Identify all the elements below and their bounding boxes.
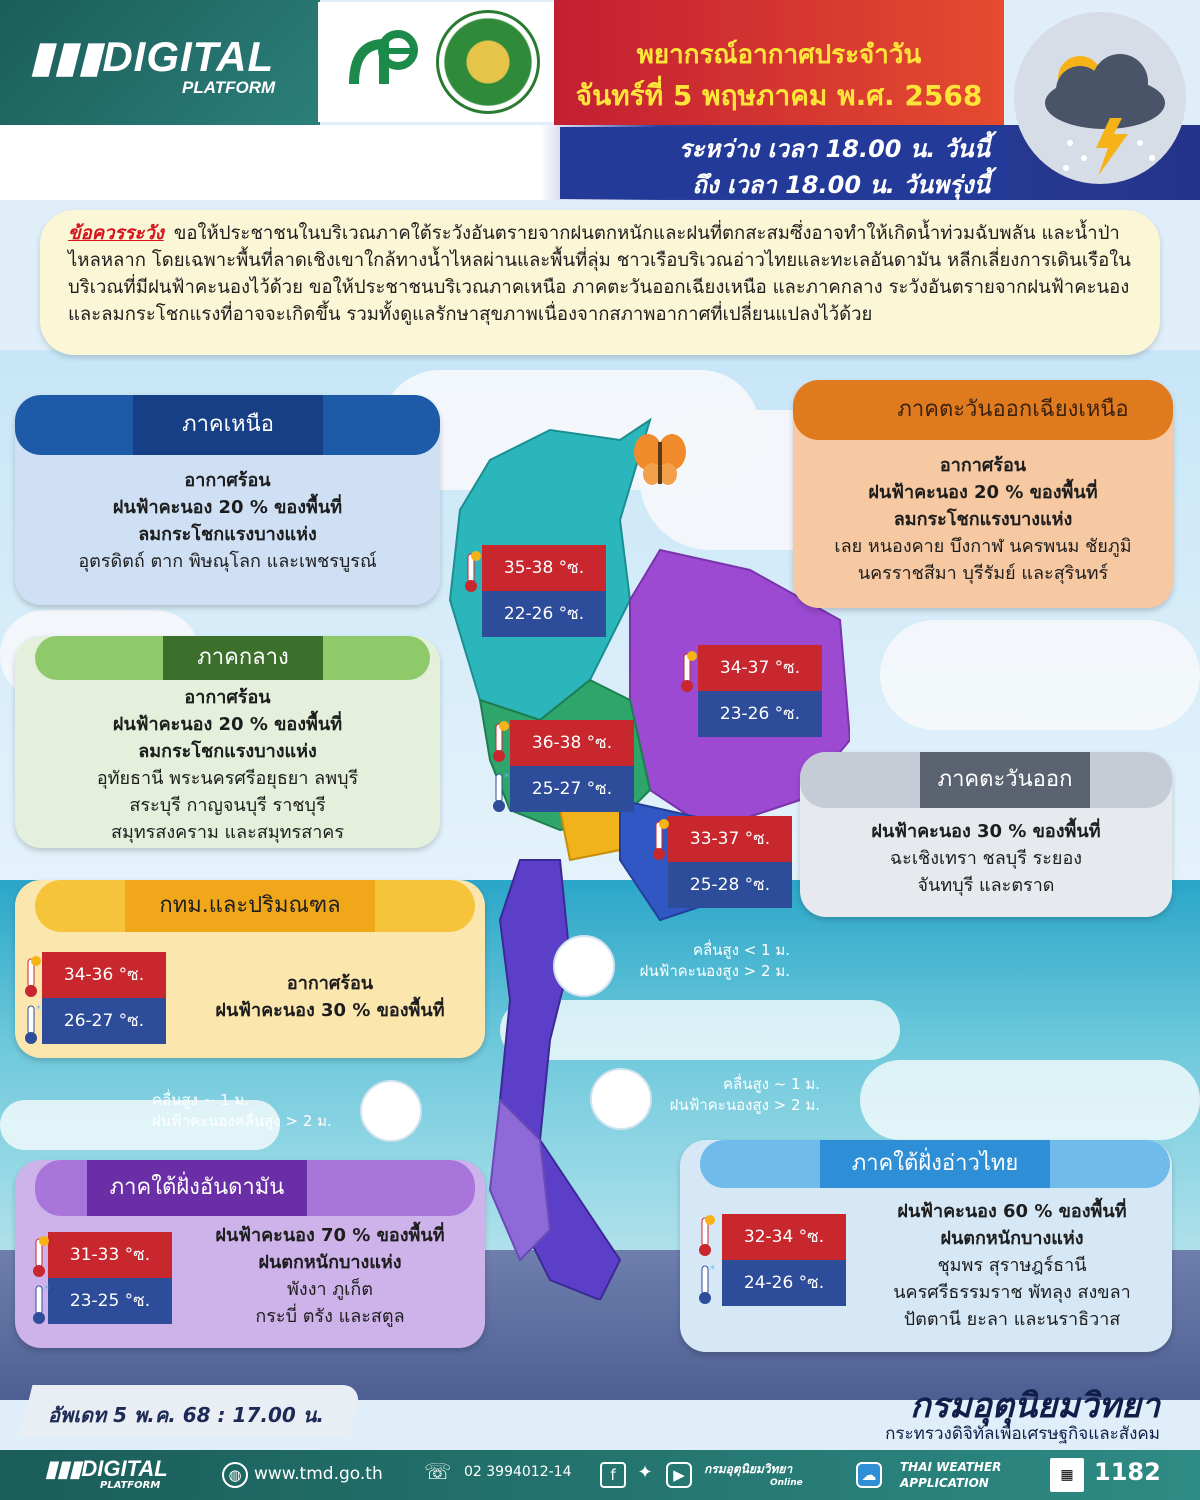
forecast-date: จันทร์ที่ 5 พฤษภาคม พ.ศ. 2568 [575, 79, 983, 112]
boat-icon [360, 1080, 422, 1142]
footer-logo-text: DIGITAL [81, 1456, 168, 1481]
wave-gulf-upper-2: ฝนฟ้าคะนองสูง > 2 ม. [639, 962, 790, 980]
agency-logos [318, 2, 554, 122]
central-line1: อากาศร้อน [184, 687, 271, 708]
region-name-bangkok: กทม.และปริมณฑล [125, 880, 375, 932]
mdes-logo-icon [334, 14, 426, 106]
east-line1: ฝนฟ้าคะนอง 30 % ของพื้นที่ [871, 821, 1101, 842]
region-body-bangkok [185, 970, 475, 1024]
region-name-northeast: ภาคตะวันออกเฉียงเหนือ [897, 397, 1129, 422]
thermometer-cold-icon [28, 1282, 50, 1326]
title-panel [554, 0, 1004, 125]
region-body-south-east [862, 1198, 1162, 1333]
tmd-seal-icon [436, 10, 540, 114]
south-east-line1: ฝนฟ้าคะนอง 60 % ของพื้นที่ [897, 1201, 1127, 1222]
central-areas3: สมุทรสงคราม และสมุทรสาคร [110, 822, 345, 843]
footer-logo-sub: PLATFORM [100, 1480, 161, 1491]
thermometer-hot-icon [694, 1214, 716, 1258]
youtube-icon[interactable]: ▶ [666, 1462, 692, 1488]
north-line3: ลมกระโชกแรงบางแห่ง [138, 524, 317, 545]
phone-number[interactable]: 02 3994012-14 [464, 1464, 572, 1480]
region-card-north [15, 395, 440, 605]
northeast-line2: ฝนฟ้าคะนอง 20 % ของพื้นที่ [868, 482, 1098, 503]
region-name-south-west: ภาคใต้ฝั่งอันดามัน [87, 1160, 307, 1216]
temp-high-north: 35-38 °ซ. [482, 545, 606, 591]
region-name-south-east: ภาคใต้ฝั่งอ่าวไทย [820, 1140, 1050, 1188]
central-areas2: สระบุรี กาญจนบุรี ราชบุรี [129, 795, 326, 816]
south-west-line2: ฝนตกหนักบางแห่ง [258, 1252, 402, 1273]
thermometer-hot-icon [460, 550, 482, 594]
qr-code-icon[interactable]: ▦ [1050, 1458, 1084, 1492]
region-body-northeast [803, 452, 1163, 587]
digital-platform-logo [30, 32, 274, 81]
south-west-areas1: พังงา ภูเก็ต [287, 1279, 373, 1300]
thermometer-hot-icon [488, 720, 510, 764]
warning-label: ข้อควรระวัง [68, 223, 164, 244]
header-logo-panel [0, 0, 320, 125]
logo-bars-icon: ▮▮▮ [30, 33, 103, 80]
time-to: ถึง เวลา 18.00 น. วันพรุ่งนี้ [692, 171, 990, 199]
region-name-central: ภาคกลาง [163, 636, 323, 680]
east-areas2: จันทบุรี และตราด [917, 875, 1055, 896]
butterfly-icon [630, 430, 690, 490]
phone-icon: ☏ [424, 1460, 452, 1485]
temp-central [510, 720, 634, 812]
time-from: ระหว่าง เวลา 18.00 น. วันนี้ [678, 135, 990, 163]
logo-text-sub: PLATFORM [182, 78, 276, 97]
thermometer-cold-icon [20, 1002, 42, 1046]
thermometer-hot-icon [20, 955, 42, 999]
south-east-areas3: ปัตตานี ยะลา และนราธิวาส [903, 1309, 1121, 1330]
region-card-northeast [793, 380, 1173, 608]
east-areas1: ฉะเชิงเทรา ชลบุรี ระยอง [889, 848, 1083, 869]
wave-gulf-lower-2: ฝนฟ้าคะนองสูง > 2 ม. [669, 1096, 820, 1114]
temp-low-bangkok: 26-27 °ซ. [42, 998, 166, 1044]
temp-high-south-west: 31-33 °ซ. [48, 1232, 172, 1278]
wave-gulf-upper-1: คลื่นสูง < 1 ม. [692, 941, 790, 959]
temp-low-south-west: 23-25 °ซ. [48, 1278, 172, 1324]
social-sub: Online [770, 1478, 803, 1488]
department-name: กรมอุตุนิยมวิทยา [910, 1386, 1160, 1426]
north-line2: ฝนฟ้าคะนอง 20 % ของพื้นที่ [112, 497, 343, 518]
svg-text:*: * [44, 1284, 49, 1295]
south-east-areas1: ชุมพร สุราษฎร์ธานี [937, 1255, 1087, 1276]
region-body-north [25, 467, 430, 575]
temp-low-north: 22-26 °ซ. [482, 591, 606, 637]
svg-text:*: * [504, 772, 509, 783]
foam-decoration [860, 1060, 1200, 1140]
facebook-icon[interactable]: f [600, 1462, 626, 1488]
warning-text: ขอให้ประชาชนในบริเวณภาคใต้ระวังอันตรายจากฝนตกหนักและฝนที่ตกสะสมซึ่งอาจทำให้เกิดน้ำท่วมฉับพลัน และน้ำป่าไหลหลาก โดยเฉพาะพื้นที่ลาดเชิงเขาใกล้ทางน้ำไหลผ่านและพื้นที่ลุ่ม ชาวเรือบริเวณอ่าวไทยและทะเลอันดามัน หลีกเลี่ยงการเดินเรือในบริเวณที่มีฝนฟ้าคะนองไว้ด้วย ขอให้ประชาชนบริเวณภาคเหนือ ภาคตะวันออกเฉียงเหนือ และภาคกลาง ระวังอันตรายจากฝนฟ้าคะนองและลมกระโชกแรงที่อาจจะเกิดขึ้น รวมทั้งดูแลรักษาสุขภาพเนื่องจากสภาพอากาศที่เปลี่ยนแปลงไว้ด้วย [68, 223, 1131, 325]
region-body-central [25, 684, 430, 846]
cloud-rain-thunder-icon [1010, 8, 1190, 193]
temp-low-south-east: 24-26 °ซ. [722, 1260, 846, 1306]
globe-icon: ◍ [222, 1462, 248, 1488]
temp-low-east: 25-28 °ซ. [668, 862, 792, 908]
footer-logo [45, 1456, 168, 1482]
twitter-icon[interactable]: ✦ [637, 1462, 653, 1483]
temp-high-central: 36-38 °ซ. [510, 720, 634, 766]
warning-box [40, 210, 1160, 355]
wave-gulf-lower-1: คลื่นสูง ~ 1 ม. [722, 1075, 820, 1093]
thermometer-hot-icon [648, 818, 670, 862]
temp-south-west [48, 1232, 172, 1324]
logo-text-main: DIGITAL [102, 33, 275, 80]
north-areas: อุตรดิตถ์ ตาก พิษณุโลก และเพชรบูรณ์ [78, 551, 377, 572]
wave-andaman-1: คลื่นสูง ~ 1 ม. [152, 1091, 250, 1109]
update-time: อัพเดท 5 พ.ค. 68 : 17.00 น. [48, 1403, 325, 1427]
central-line2: ฝนฟ้าคะนอง 20 % ของพื้นที่ [112, 714, 343, 735]
temp-north [482, 545, 606, 637]
header [0, 0, 1200, 200]
wave-info-gulf-lower [640, 1074, 820, 1116]
region-body-east [810, 818, 1162, 899]
app-name-2: APPLICATION [900, 1476, 989, 1490]
thermometer-hot-icon [28, 1235, 50, 1279]
region-body-south-west [185, 1222, 475, 1330]
temp-high-south-east: 32-34 °ซ. [722, 1214, 846, 1260]
thai-weather-app-icon[interactable]: ☁ [856, 1462, 882, 1488]
time-range-panel [560, 127, 1010, 199]
region-name-east: ภาคตะวันออก [920, 752, 1090, 808]
footer-logo-bars-icon: ▮▮▮ [45, 1456, 82, 1481]
north-line1: อากาศร้อน [184, 470, 271, 491]
svg-text:*: * [710, 1264, 715, 1275]
thermometer-cold-icon [488, 770, 510, 814]
website-link[interactable]: www.tmd.go.th [254, 1464, 383, 1484]
wave-info-gulf-upper [610, 940, 790, 982]
thermometer-hot-icon [676, 650, 698, 694]
footer [0, 1450, 1200, 1500]
temp-low-northeast: 23-26 °ซ. [698, 691, 822, 737]
wave-andaman-2: ฝนฟ้าคะนองคลื่นสูง > 2 ม. [152, 1112, 332, 1130]
ministry-name: กระทรวงดิจิทัลเพื่อเศรษฐกิจและสังคม [885, 1424, 1160, 1444]
page-title: พยากรณ์อากาศประจำวัน [636, 40, 922, 70]
central-areas1: อุทัยธานี พระนครศรีอยุธยา ลพบุรี [96, 768, 359, 789]
northeast-line1: อากาศร้อน [939, 455, 1027, 476]
region-card-east [800, 752, 1172, 917]
svg-text:*: * [36, 1004, 41, 1015]
app-name-1: THAI WEATHER [900, 1460, 1002, 1474]
hotline-number[interactable]: 1182 [1094, 1458, 1161, 1486]
wave-info-andaman [152, 1090, 356, 1132]
social-name: กรมอุตุนิยมวิทยา [704, 1462, 793, 1476]
bangkok-line2: ฝนฟ้าคะนอง 30 % ของพื้นที่ [215, 1000, 445, 1021]
south-east-line2: ฝนตกหนักบางแห่ง [940, 1228, 1084, 1249]
central-line3: ลมกระโชกแรงบางแห่ง [138, 741, 317, 762]
south-west-areas2: กระบี่ ตรัง และสตูล [255, 1306, 405, 1327]
temp-northeast [698, 645, 822, 737]
bangkok-line1: อากาศร้อน [286, 973, 374, 994]
northeast-areas1: เลย หนองคาย บึงกาฬ นครพนม ชัยภูมิ [834, 536, 1132, 557]
temp-south-east [722, 1214, 846, 1306]
region-card-central [15, 636, 440, 848]
temp-high-northeast: 34-37 °ซ. [698, 645, 822, 691]
south-west-line1: ฝนฟ้าคะนอง 70 % ของพื้นที่ [215, 1225, 445, 1246]
temp-bangkok [42, 952, 166, 1044]
cloud-decoration [880, 620, 1200, 730]
northeast-areas2: นครราชสีมา บุรีรัมย์ และสุรินทร์ [857, 563, 1109, 584]
northeast-line3: ลมกระโชกแรงบางแห่ง [893, 509, 1073, 530]
south-east-areas2: นครศรีธรรมราช พัทลุง สงขลา [893, 1282, 1131, 1303]
temp-east [668, 816, 792, 908]
thermometer-cold-icon [694, 1262, 716, 1306]
temp-low-central: 25-27 °ซ. [510, 766, 634, 812]
region-name-north: ภาคเหนือ [133, 395, 323, 455]
boat-icon [553, 935, 615, 997]
temp-high-east: 33-37 °ซ. [668, 816, 792, 862]
temp-high-bangkok: 34-36 °ซ. [42, 952, 166, 998]
